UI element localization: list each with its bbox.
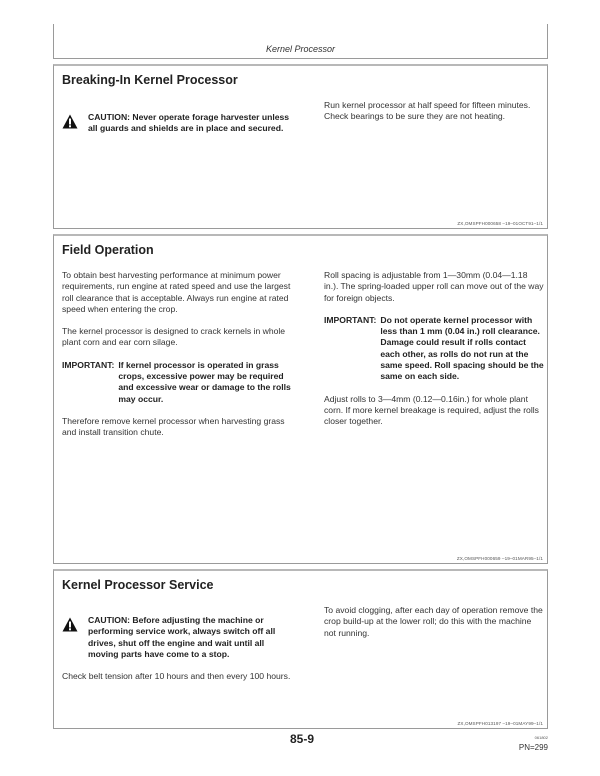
paragraph: Adjust rolls to 3—4mm (0.12—0.16in.) for whole plant corn. If more kernel breakage is required, adjust the rolls closer together. (324, 393, 539, 427)
left-column (62, 615, 297, 693)
important-note (62, 360, 297, 405)
left-column (62, 270, 297, 450)
section-heading: Field Operation (62, 243, 154, 257)
paragraph: Therefore remove kernel processor when harvesting grass and install transition chute. (62, 415, 285, 438)
important-note (324, 315, 544, 383)
reference-code: ZX,OMSPFH013197 –19–01MAY99–1/1 (457, 721, 543, 726)
warning-triangle-icon (62, 114, 78, 129)
paragraph: Check belt tension after 10 hours and then every 100 hours. (62, 671, 291, 682)
section-kernel-processor-service (53, 569, 548, 729)
important-text: Do not operate kernel processor with less than 1 mm (0.04 in.) roll clearance. Damage could result if rolls contact each other, as rolls do not run at the same speed. Roll spacing should be the same on each side. (380, 314, 544, 382)
important-label: IMPORTANT: (324, 314, 377, 325)
date-code: 061802 (534, 735, 548, 740)
caution-text: CAUTION: Before adjusting the machine or performing service work, always switch off all drives, shut off the engine and wait until all moving parts have come to a stop. (88, 615, 276, 659)
page-number: 85-9 (290, 732, 315, 746)
important-text: If kernel processor is operated in grass crops, excessive power may be required and excessive wear or damage to the rolls may occur. (118, 359, 291, 404)
caution-block (62, 615, 297, 660)
section-heading: Kernel Processor Service (62, 578, 214, 592)
reference-code: ZX,OMSPFH000659 –19–01MAR95–1/1 (456, 556, 543, 561)
warning-triangle-icon (62, 617, 78, 632)
section-heading: Breaking-In Kernel Processor (62, 73, 238, 87)
reference-code: ZX,OMSPFH000658 –19–01OCT91–1/1 (457, 221, 543, 226)
paragraph: To obtain best harvesting performance at minimum power requirements, run engine at rated speed and use the largest roll clearance that is acceptable. Always run engine at rated speed when entering the crop. (62, 270, 291, 314)
right-column (324, 270, 544, 439)
running-header-title: Kernel Processor (265, 44, 336, 54)
running-header (53, 24, 548, 59)
important-label: IMPORTANT: (62, 359, 115, 370)
paragraph: The kernel processor is designed to crack kernels in whole plant corn and ear corn silage. (62, 326, 286, 348)
right-column (324, 605, 544, 650)
section-breaking-in (53, 64, 548, 229)
caution-text: CAUTION: Never operate forage harvester unless all guards and shields are in place and secured. (88, 112, 290, 134)
paragraph: To avoid clogging, after each day of operation remove the crop build-up at the lower roll; do this with the machine not running. (324, 605, 543, 638)
section-field-operation (53, 234, 548, 564)
caution-block (62, 112, 297, 135)
part-number: PN=299 (518, 743, 548, 752)
paragraph: Run kernel processor at half speed for fifteen minutes. Check bearings to be sure they are not heating. (324, 100, 531, 122)
paragraph: Roll spacing is adjustable from 1—30mm (0.04—1.18 in.). The spring-loaded upper roll can move out of the way for foreign objects. (324, 270, 544, 303)
left-column (62, 112, 297, 135)
right-column (324, 100, 544, 134)
